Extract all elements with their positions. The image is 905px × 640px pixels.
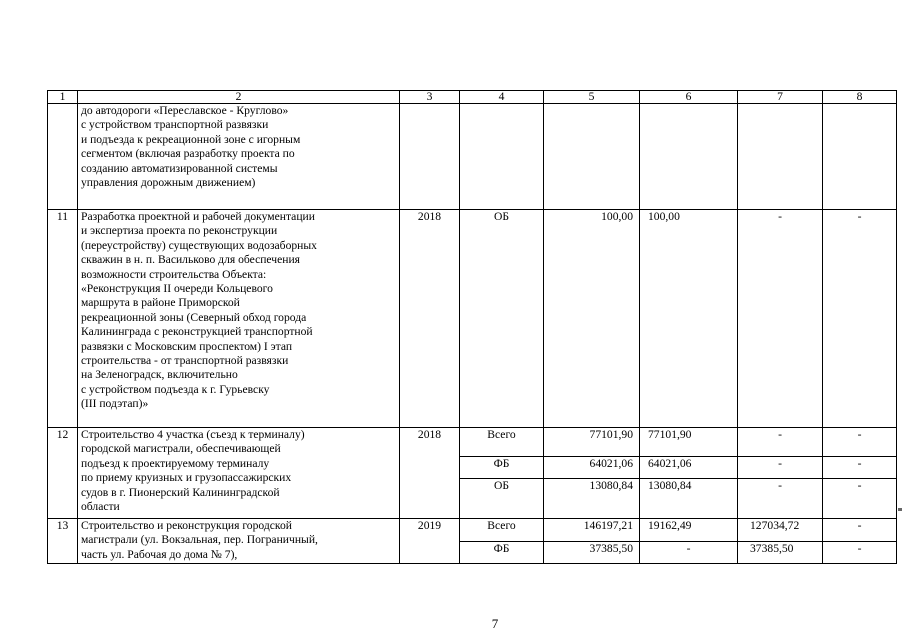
col6-cell: 100,00 [640,210,738,428]
row-number: 11 [48,210,78,428]
col6-cell: 13080,84 [640,479,738,519]
source-cell: ФБ [460,542,544,564]
source-cell: ОБ [460,479,544,519]
col7-cell: - [738,457,823,479]
col5-cell: 146197,21 [544,519,640,542]
col8-cell: - [823,542,897,564]
source-cell [460,104,544,210]
table-row-13-total [48,519,897,542]
table-row-continuation [48,104,897,210]
header-cell-2: 2 [78,91,400,104]
col8-cell: - [823,428,897,457]
description-text: до автодороги «Переславское - Круглово» с устройством транспортной развязки и подъезда к рекреационной зоне с игорным сегментом (включая разработку проекта по созданию автоматизированной системы управления дорожным движением) [81,104,301,190]
table-row-12-total [48,428,897,457]
col5-cell [544,104,640,210]
header-cell-5: 5 [544,91,640,104]
description-text: Строительство 4 участка (съезд к терминалу) городской магистрали, обеспечивающей подъезд к проектируемому терминалу по приему круизных и грузопассажирских судов в г. Пионерский Калининградской области [81,428,305,514]
col7-cell: - [738,479,823,519]
source-cell: ФБ [460,457,544,479]
row-number: 13 [48,519,78,564]
header-cell-4: 4 [460,91,544,104]
row-description [78,104,400,210]
row-description [78,428,400,519]
row-description [78,210,400,428]
year-cell: 2018 [400,210,460,428]
col5-cell: 100,00 [544,210,640,428]
description-text: Строительство и реконструкция городской магистрали (ул. Вокзальная, пер. Пограничный, часть ул. Рабочая до дома № 7), [81,519,318,561]
row-description [78,519,400,564]
col5-cell: 64021,06 [544,457,640,479]
year-cell: 2018 [400,428,460,519]
col8-cell: - [823,457,897,479]
col8-cell [823,104,897,210]
table-row-11 [48,210,897,428]
col7-cell: - [738,210,823,428]
budget-table [47,90,897,564]
col7-cell: 127034,72 [738,519,823,542]
col5-cell: 37385,50 [544,542,640,564]
source-cell: Всего [460,428,544,457]
header-cell-7: 7 [738,91,823,104]
col7-cell: 37385,50 [738,542,823,564]
col5-cell: 13080,84 [544,479,640,519]
col8-cell: - [823,519,897,542]
col8-cell: - [823,479,897,519]
source-cell: ОБ [460,210,544,428]
row-number: 12 [48,428,78,519]
col6-cell: - [640,542,738,564]
header-cell-8: 8 [823,91,897,104]
col6-cell: 19162,49 [640,519,738,542]
header-cell-6: 6 [640,91,738,104]
header-cell-3: 3 [400,91,460,104]
col7-cell: - [738,428,823,457]
col7-cell [738,104,823,210]
table-header-row [48,91,897,104]
page-number: 7 [491,616,499,631]
year-cell: 2019 [400,519,460,564]
col6-cell [640,104,738,210]
row-number-cell [48,104,78,210]
header-cell-1: 1 [48,91,78,104]
scan-edge-mark [898,508,902,511]
col6-cell: 77101,90 [640,428,738,457]
col8-cell: - [823,210,897,428]
col5-cell: 77101,90 [544,428,640,457]
col6-cell: 64021,06 [640,457,738,479]
year-cell [400,104,460,210]
source-cell: Всего [460,519,544,542]
description-text: Разработка проектной и рабочей документации и экспертиза проекта по реконструкции (переустройству) существующих водозаборных скважин в н. п. Васильково для обеспечения возможности строительства Объекта: «Реконструкция II очереди Кольцевого маршрута в районе Приморской рекреационной зоны (Северный обход города Калининграда с реконструкцией транспортной развязки с Московским проспектом) I этап строительства - от транспортной развязки на Зеленоградск, включительно с устройством подъезда к г. Гурьевску (III подэтап)» [81,210,317,411]
